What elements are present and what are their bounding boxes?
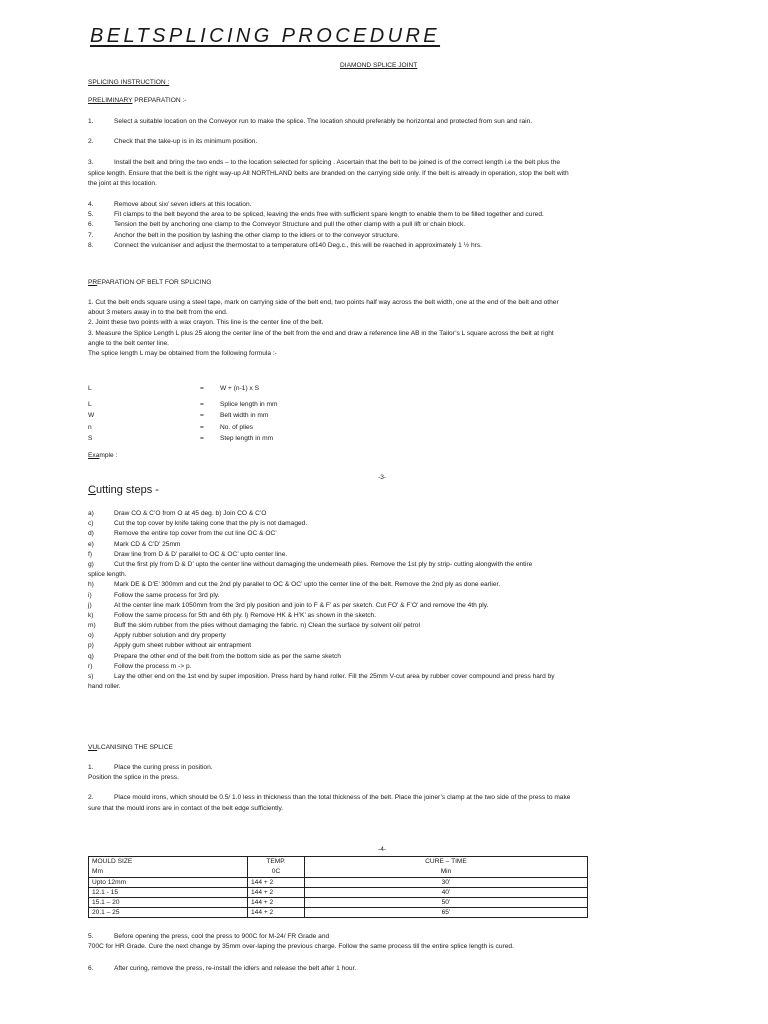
definition-desc: Belt width in mm [220, 412, 269, 419]
definition-desc: No. of plies [220, 424, 253, 431]
formula-symbol: L [88, 385, 92, 392]
table-row: Upto 12mm 144 + 2 30’ [89, 878, 588, 888]
definition-equals: = [200, 412, 204, 419]
definition-desc: Splice length in mm [220, 401, 278, 408]
list-item: s) Lay the other end on the 1st end by super imposition. Press hard by hand roller. Fill the 25mm V-cut area by rubber cover compound and press hard by [88, 673, 555, 680]
cutting-steps-heading: Cutting steps - [88, 484, 159, 496]
list-item: 3. Install the belt and bring the two ends – to the location selected for splicing . Ascertain that the belt to be joined is of the correct length i.e the belt plus the [88, 159, 561, 167]
table-row: 12.1 - 15 144 + 2 40’ [89, 888, 588, 898]
definition-row: L [88, 401, 92, 408]
list-item: o) Apply rubber solution and dry property [88, 632, 226, 640]
after-curing-list: 5. Before opening the press, cool the press to 900C for M-24/ FR Grade and 700C for HR Grade. Cure the next change by 35mm over-laping the previous charge. Follow the same process till the entire splice length is cured. 6. After curing, remove the press, re-install the idlers and release the belt after 1 hour. [88, 932, 678, 975]
list-item: j) At the center line mark 1050mm from the 3rd ply position and join to F & F’ as per sketch. Cut FO’ & F’O’ and remove the 4th ply. [88, 601, 489, 609]
list-item: 4. Remove about six/ seven idlers at this location. [88, 200, 252, 208]
list-item: 2. Place mould irons, which should be 0.5/ 1.0 less in thickness than the total thickness of the belt. Place the joiner’s clamp at the two side of the press to make [88, 794, 571, 802]
list-item: g) Cut the first ply from D & D’ upto the center line without damaging the underneath plies. Remove the 1st ply by strip- cutting alongwith the entire [88, 560, 533, 568]
list-item: d) Remove the entire top cover from the cut line OC & OC’ [88, 530, 277, 538]
preliminary-list: 1. Select a suitable location on the Conveyor run to make the splice. The location should preferably be horizontal and protected from sun and rain. 2. Check that the take-up is in its minimum position. 3. Install the belt and bring the two ends – to the location selected for splicing . Ascertain that the belt to be joined is of the correct length i.e the belt plus the splice length. Ensure that the belt is the right way-up All NORTHLAND belts are branded on the carrying side only. If the belt is already in operation, stop the belt with the joint at this location. 4. Remove about six/ seven idlers at this location. 5. Fit clamps to the belt beyond the area to be spliced, leaving the ends free with sufficient spare length to enable them to be filled together and cured. 6. Tension the belt by anchoring one clamp to the Conveyor Structure and pull the other clamp with a pull lift or chain block. 7. Anchor the belt in the position by lashing the other clamp to the idlers or to the conveyor structure. 8. Connect the vulcaniser and adjust the thermostat to a temperature of140 Deg.c., this will be reached in approximately 1 ½ hrs. [88, 117, 678, 251]
splicing-instruction-heading: SPLICING INSTRUCTION : [88, 79, 170, 86]
list-item: 6. After curing, remove the press, re-install the idlers and release the belt after 1 hour. [88, 965, 357, 973]
list-item: m) Buff the skim rubber from the plies without damaging the fabric. n) Clean the surface by solvent oil/ petrol [88, 622, 420, 630]
preliminary-heading: PRELIMINARY PREPARATION :- [88, 97, 187, 104]
formula-equals: = [200, 385, 204, 392]
table-header-row: MOULD SIZE Mm TEMP. 0C CURE – TIME Min [89, 857, 588, 878]
list-item: 6. Tension the belt by anchoring one clamp to the Conveyor Structure and pull the other clamp with a pull lift or chain block. [88, 221, 466, 229]
list-item: p) Apply gum sheet rubber without air entrapment [88, 642, 252, 650]
list-item: k) Follow the same process for 5th and 6th ply. l) Remove HK & H’K’ as shown in the sketch. [88, 611, 377, 619]
definition-row: n [88, 424, 92, 431]
list-item: 1. Place the curing press in position. [88, 764, 213, 771]
definition-equals: = [200, 401, 204, 408]
document-title: BELTSPLICING PROCEDURE [90, 25, 441, 47]
definition-desc: Step length in mm [220, 435, 274, 442]
definition-row: S [88, 435, 93, 442]
list-item: c) Cut the top cover by knife taking cone that the ply is not damaged. [88, 520, 308, 528]
list-item: 5. Fit clamps to the belt beyond the area to be spliced, leaving the ends free with sufficient spare length to enable them to be filled together and cured. [88, 211, 544, 219]
list-item: 8. Connect the vulcaniser and adjust the thermostat to a temperature of140 Deg.c., this will be reached in approximately 1 ½ hrs. [88, 241, 482, 249]
list-item: r) Follow the process m -> p. [88, 662, 192, 670]
list-item: f) Draw line from D & D’ parallel to OC & OC’ upto center line. [88, 550, 288, 558]
vulcanising-heading: VULCANISING THE SPLICE [88, 744, 173, 751]
cure-time-table [88, 856, 588, 918]
vulcanising-list: 1. Place the curing press in position. Position the splice in the press. 2. Place mould irons, which should be 0.5/ 1.0 less in thickness than the total thickness of the belt. Place the joiner’s clamp at the two side of the press to make sure that the mould irons are in contact of the belt edge sufficiently. [88, 763, 678, 814]
list-item: i) Follow the same process for 3rd ply. [88, 591, 220, 599]
definition-row: W [88, 412, 95, 419]
list-item: a) Draw CO & C’O from O at 45 deg. b) Join CO & C’O [88, 510, 267, 517]
page-number-3: -3- [378, 474, 387, 481]
formula-expression: W + (n-1) x S [220, 385, 260, 392]
table-row: 15.1 – 20 144 + 2 50’ [89, 898, 588, 908]
definition-equals: = [200, 435, 204, 442]
definition-equals: = [200, 424, 204, 431]
cutting-steps-list: a) Draw CO & C’O from O at 45 deg. b) Join CO & C’O c) Cut the top cover by knife taking cone that the ply is not damaged. d) Remove the entire top cover from the cut line OC & OC’ e) Mark CD & C’D’ 25mm f) Draw line from D & D’ parallel to OC & OC’ upto center line. g) Cut the first ply from D & D’ upto the center line without damaging the underneath plies. Remove the 1st ply by strip- cutting alongwith the entire splice length. h) Mark DE & D’E’ 300mm and cut the 2nd ply parallel to OC & OC’ upto the center line of the belt. Remove the 2nd ply as done earlier. i) Follow the same process for 3rd ply. j) At the center line mark 1050mm from the 3rd ply position and join to F & F’ as per sketch. Cut FO’ & F’O’ and remove the 4th ply. k) Follow the same process for 5th and 6th ply. l) Remove HK & H’K’ as shown in the sketch. m) Buff the skim rubber from the plies without damaging the fabric. n) Clean the surface by solvent oil/ petrol o) Apply rubber solution and dry property p) Apply gum sheet rubber without air entrapment q) Prepare the other end of the belt from the bottom side as per the same sketch r) Follow the process m -> p. s) Lay the other end on the 1st end by super imposition. Press hard by hand roller. Fill the 25mm V-cut area by rubber cover compound and press hard by hand roller. [88, 509, 678, 692]
list-item: 7. Anchor the belt in the position by lashing the other clamp to the idlers or to the conveyor structure. [88, 231, 400, 239]
preparation-paragraphs: 1. Cut the belt ends square using a steel tape, mark on carrying side of the belt end, two points half way across the belt width, one at the end of the belt and other about 3 meters away in to the belt from the end. 2. Joint these two points with a wax crayon. This line is the center line of the belt. 3. Measure the Splice Length L plus 25 along the center line of the belt from the end and draw a reference line AB in the Tailor’s L square across the belt at right angle to the belt center line. The splice length L may be obtained from the following formula :- [88, 299, 559, 357]
list-item: e) Mark CD & C’D’ 25mm [88, 540, 181, 548]
list-item: q) Prepare the other end of the belt from the bottom side as per the same sketch [88, 652, 341, 660]
example-label: Example : [88, 452, 118, 459]
list-item: 5. Before opening the press, cool the press to 900C for M-24/ FR Grade and [88, 933, 330, 940]
list-item: 1. Select a suitable location on the Conveyor run to make the splice. The location should preferably be horizontal and protected from sun and rain. [88, 118, 533, 125]
list-item: h) Mark DE & D’E’ 300mm and cut the 2nd ply parallel to OC & OC’ upto the center line of the belt. Remove the 2nd ply as done earlier. [88, 581, 501, 589]
page-number-4: -4- [378, 846, 387, 853]
preparation-heading: PREPARATION OF BELT FOR SPLICING [88, 279, 212, 286]
list-item: 2. Check that the take-up is in its minimum position. [88, 138, 258, 146]
table-row: 20.1 – 25 144 + 2 65’ [89, 908, 588, 918]
document-subtitle: DIAMOND SPLICE JOINT [340, 62, 418, 69]
